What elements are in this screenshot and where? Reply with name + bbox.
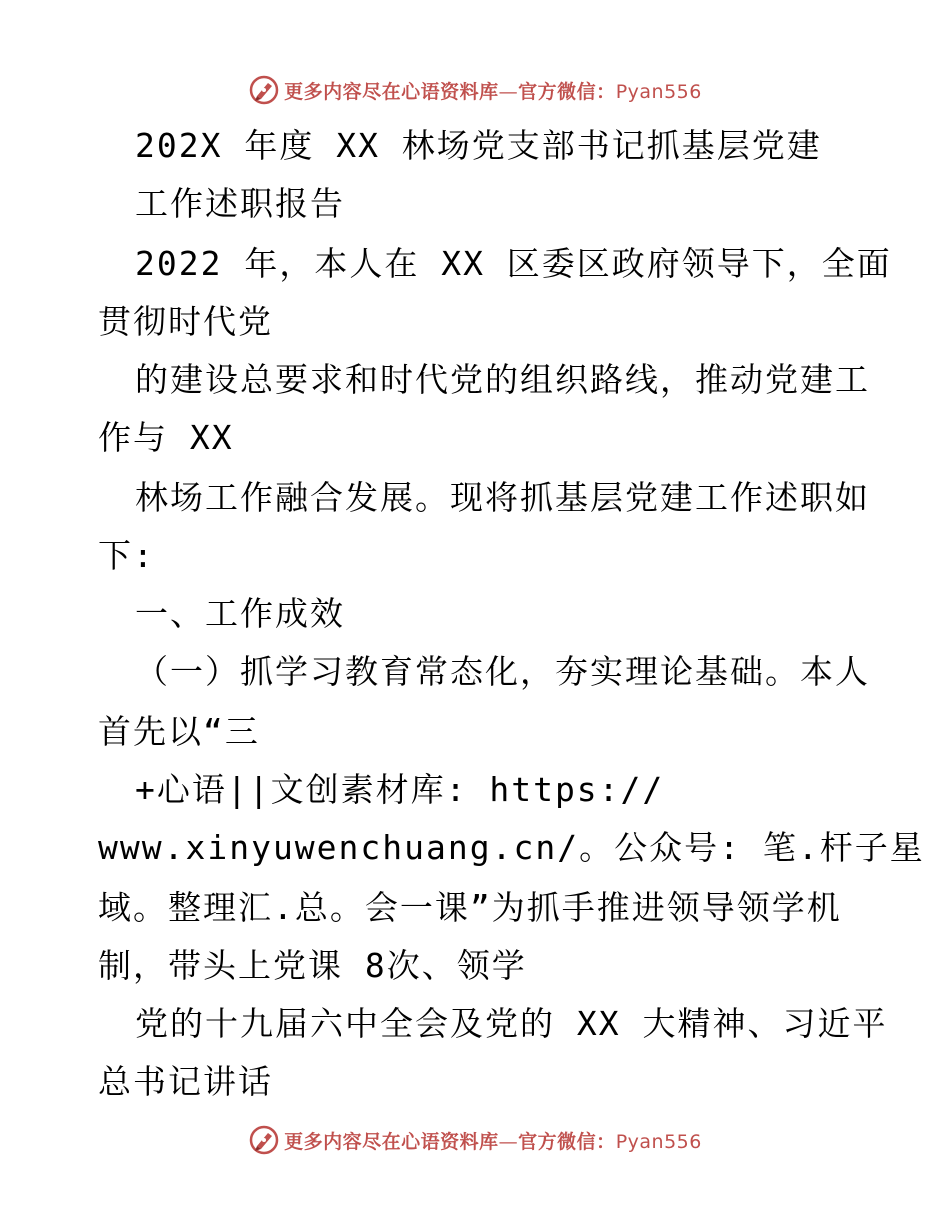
paragraph-line: 下: xyxy=(98,536,155,575)
header-watermark-banner xyxy=(0,70,950,110)
paragraph-line: 首先以“三 xyxy=(98,712,260,751)
paragraph-line: 党的十九届六中全会及党的 XX 大精神、习近平 xyxy=(135,1004,888,1043)
watermark-text: 更多内容尽在心语资料库—官方微信：Pyan556 xyxy=(284,1130,702,1153)
paragraph-line: 作与 XX xyxy=(98,418,234,457)
paragraph-line: 制，带头上党课 8次、领学 xyxy=(98,946,527,985)
paragraph-line: +心语||文创素材库: https:// xyxy=(135,770,665,809)
paragraph-line: 林场工作融合发展。现将抓基层党建工作述职如 xyxy=(135,478,870,517)
paragraph-line: 总书记讲话 xyxy=(98,1062,273,1101)
paragraph-line: 2022 年，本人在 XX 区委区政府领导下，全面 xyxy=(135,244,892,283)
pen-logo-icon xyxy=(248,74,280,106)
section-heading: 一、工作成效 xyxy=(135,594,345,633)
paragraph-line: www.xinyuwenchuang.cn/。公众号: 笔.杆子星 xyxy=(98,828,925,867)
pen-logo-icon xyxy=(248,1124,280,1156)
footer-watermark-banner xyxy=(0,1120,950,1160)
paragraph-line: 的建设总要求和时代党的组织路线，推动党建工 xyxy=(135,360,870,399)
paragraph-line: 贯彻时代党 xyxy=(98,302,273,341)
doc-title-line-1: 202X 年度 XX 林场党支部书记抓基层党建 xyxy=(135,126,822,165)
doc-title-line-2: 工作述职报告 xyxy=(135,184,345,223)
paragraph-line: （一）抓学习教育常态化，夯实理论基础。本人 xyxy=(135,652,870,691)
paragraph-line: 域。整理汇.总。会一课”为抓手推进领导领学机 xyxy=(98,888,842,927)
watermark-text: 更多内容尽在心语资料库—官方微信：Pyan556 xyxy=(284,80,702,103)
